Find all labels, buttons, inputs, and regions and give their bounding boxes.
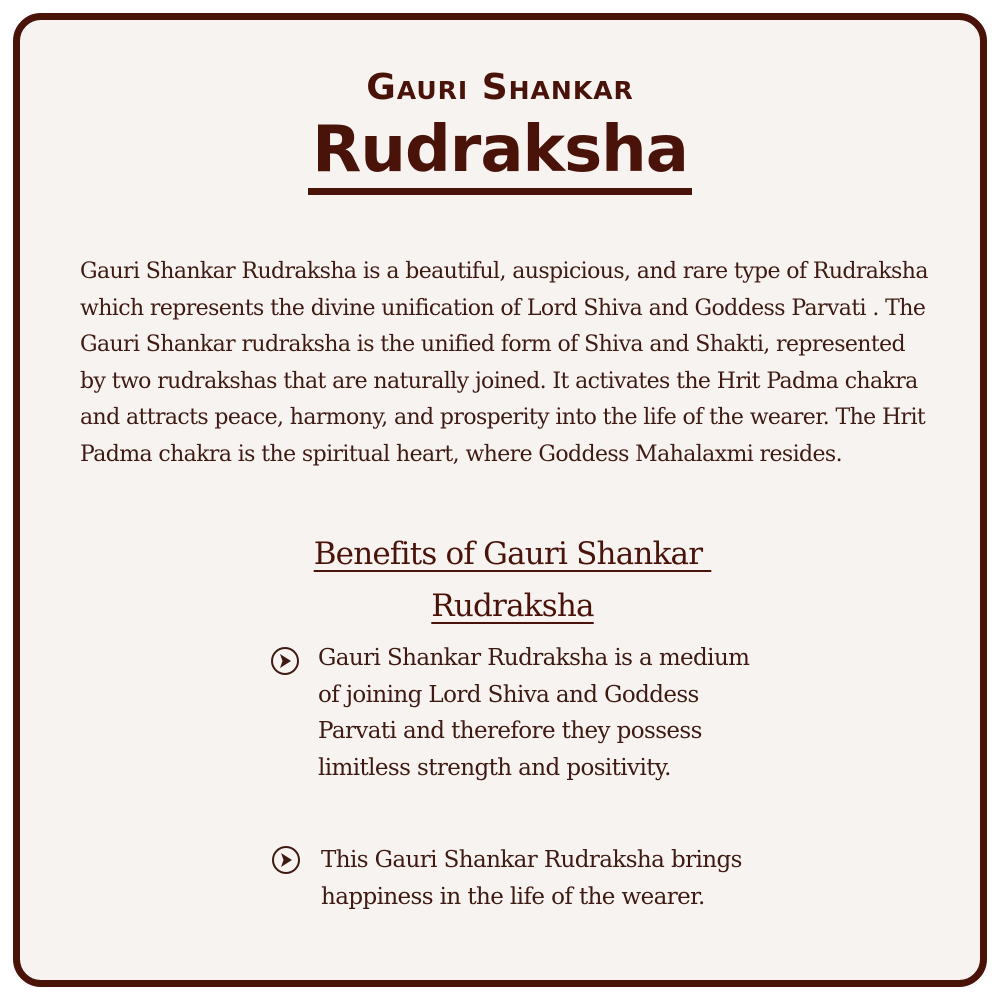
benefits-heading-line-1: Benefits of Gauri Shankar — [313, 536, 712, 572]
chevron-right-circle-icon — [270, 646, 300, 676]
intro-paragraph: Gauri Shankar Rudraksha is a beautiful, auspicious, and rare type of Rudraksha which represents the divine unification of Lord Shiva and Goddess Parvati . The Gauri Shankar rudraksha is the unified form of Shiva and Shakti, represented by two rudrakshas that are naturally joined. It activates the Hrit Padma chakra and attracts peace, harmony, and prosperity into the life of the wearer. The Hrit Padma chakra is the spiritual heart, where Goddess Mahalaxmi resides. — [80, 259, 928, 467]
title-line-1: Gauri Shankar — [366, 67, 634, 108]
benefit-item: This Gauri Shankar Rudraksha brings happiness in the life of the wearer. — [321, 847, 742, 910]
title-line-2-wrapper — [0, 113, 1000, 195]
chevron-right-circle-icon — [271, 845, 301, 875]
benefits-heading-line-2: Rudraksha — [431, 588, 594, 624]
benefit-item: Gauri Shankar Rudraksha is a medium of joining Lord Shiva and Goddess Parvati and therefore they possess limitless strength and positivity. — [318, 645, 750, 781]
title-line-2: Rudraksha — [308, 118, 692, 195]
benefits-heading — [270, 528, 755, 632]
